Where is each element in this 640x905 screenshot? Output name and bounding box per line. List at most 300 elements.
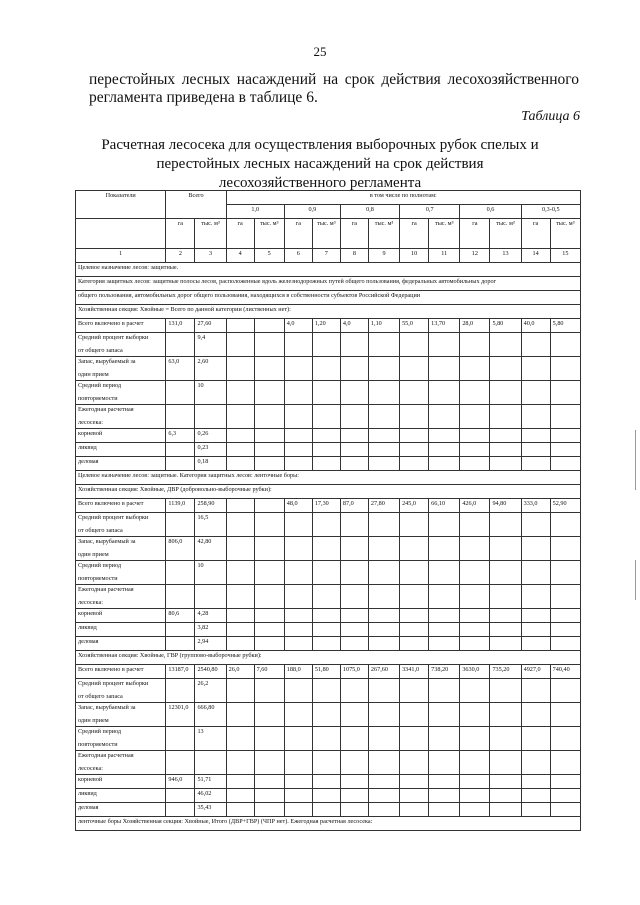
intro-line-2: регламента приведена в таблице 6. <box>89 89 318 106</box>
table-cell <box>521 457 550 471</box>
row-label <box>76 637 166 651</box>
table-cell <box>521 637 550 651</box>
table-cell <box>429 727 460 751</box>
row-label <box>76 333 166 357</box>
table-cell <box>340 429 368 443</box>
table-cell <box>226 381 254 405</box>
closing-row <box>76 817 581 831</box>
row-label-line-2: повторяемости <box>78 574 118 582</box>
table-cell: 17,30 <box>312 499 340 513</box>
table-cell: 12301,0 <box>166 703 195 727</box>
table-cell <box>166 623 195 637</box>
table-cell <box>254 443 284 457</box>
section2-purpose-row-text: Целевое назначение лесов: защитные. Категория защитных лесов: ленточные боры: <box>76 471 581 485</box>
row-label <box>76 665 166 679</box>
table-cell <box>490 637 521 651</box>
column-number: 4 <box>226 249 254 263</box>
table-cell: 7,60 <box>254 665 284 679</box>
table-cell <box>368 803 399 817</box>
table-cell <box>368 609 399 623</box>
table-cell <box>284 679 312 703</box>
table-cell <box>340 637 368 651</box>
table-cell <box>340 703 368 727</box>
table-cell <box>312 443 340 457</box>
row-label-line-1: Средний процент выборки <box>78 680 149 687</box>
row-label <box>76 381 166 405</box>
table-cell: 2540,80 <box>195 665 226 679</box>
section1-category-row-text: Категория защитных лесов: защитные полосы лесов, расположенные вдоль железнодорожных путей общего пользования, федеральных автомобильных дорог <box>76 277 581 291</box>
table-cell <box>550 537 580 561</box>
table-cell <box>284 333 312 357</box>
table-cell <box>490 751 521 775</box>
table-cell <box>490 381 521 405</box>
table-cell: 16,5 <box>195 513 226 537</box>
table-cell <box>254 405 284 429</box>
table-row <box>76 499 581 513</box>
table-cell <box>226 775 254 789</box>
table-cell <box>312 727 340 751</box>
table-cell <box>312 381 340 405</box>
table-cell <box>368 775 399 789</box>
table-row <box>76 333 581 357</box>
row-label-line-1: Ежегодная расчетная <box>78 406 134 413</box>
table-cell <box>490 803 521 817</box>
table-cell <box>226 457 254 471</box>
table-cell <box>490 727 521 751</box>
table-cell <box>166 585 195 609</box>
table-cell: 188,0 <box>284 665 312 679</box>
table-row <box>76 429 581 443</box>
table-cell <box>400 789 429 803</box>
table-cell <box>254 679 284 703</box>
table-cell <box>429 585 460 609</box>
density-3: 0,8 <box>340 205 399 219</box>
row-label <box>76 405 166 429</box>
table-cell <box>550 357 580 381</box>
density-5: 0,6 <box>460 205 521 219</box>
table-cell <box>166 513 195 537</box>
table-cell <box>521 623 550 637</box>
table-cell <box>550 513 580 537</box>
table-cell: 10 <box>195 381 226 405</box>
table-cell <box>400 803 429 817</box>
table-cell: 740,40 <box>550 665 580 679</box>
table-cell <box>312 775 340 789</box>
row-label <box>76 429 166 443</box>
table-cell <box>340 775 368 789</box>
table-cell <box>550 637 580 651</box>
table-cell <box>254 585 284 609</box>
table-cell: 426,0 <box>460 499 490 513</box>
table-cell: 738,20 <box>429 665 460 679</box>
table-caption: Таблица 6 <box>521 109 580 124</box>
row-label-line-2: от общего запаса <box>78 346 123 354</box>
table-cell <box>429 623 460 637</box>
table-cell <box>340 585 368 609</box>
table-row <box>76 513 581 537</box>
table-cell <box>312 537 340 561</box>
table-cell <box>226 609 254 623</box>
table-cell: 10 <box>195 561 226 585</box>
table-cell <box>226 429 254 443</box>
table-cell <box>400 637 429 651</box>
table-cell <box>460 727 490 751</box>
forest-cut-table <box>75 190 581 831</box>
column-number: 13 <box>490 249 521 263</box>
table-cell <box>521 405 550 429</box>
table-cell <box>460 513 490 537</box>
table-cell <box>368 751 399 775</box>
section2-economy-row-text: Хозяйственная секция: Хвойные, ДВР (добровольно-выборочные рубки): <box>76 485 581 499</box>
table-cell <box>460 429 490 443</box>
table-cell: 2,94 <box>195 637 226 651</box>
table-cell <box>460 637 490 651</box>
table-cell <box>340 357 368 381</box>
table-cell: 52,90 <box>550 499 580 513</box>
header-row-1 <box>76 191 581 205</box>
table-cell <box>368 405 399 429</box>
section1-category2-row-text: общего пользования, автомобильных дорог общего пользования, находящихся в собственности субъектов Российской Федерации <box>76 291 581 305</box>
table-cell <box>368 513 399 537</box>
table-cell: 13187,0 <box>166 665 195 679</box>
table-cell <box>312 637 340 651</box>
table-cell: 9,4 <box>195 333 226 357</box>
table-cell: 245,0 <box>400 499 429 513</box>
closing-row-text: ленточные боры Хозяйственная секция: Хвойные, Итого (ДВР+ГВР) (ЧПР нет). Ежегодная расчетная лесосека: <box>76 817 581 831</box>
unit-thous-m3: тыс. м³ <box>429 219 460 249</box>
row-label-line-2: повторяемости <box>78 394 118 402</box>
table-cell <box>550 333 580 357</box>
table-cell: 42,80 <box>195 537 226 561</box>
table-cell <box>254 609 284 623</box>
table-cell <box>400 727 429 751</box>
table-cell: 131,0 <box>166 319 195 333</box>
table-cell <box>340 443 368 457</box>
table-cell <box>226 499 254 513</box>
table-cell <box>550 703 580 727</box>
table-cell <box>490 789 521 803</box>
section1-economy-row <box>76 305 581 319</box>
row-label-line-1: Запас, вырубаемый за <box>78 358 136 365</box>
table-cell <box>226 405 254 429</box>
table-cell <box>368 381 399 405</box>
density-1: 1,0 <box>226 205 284 219</box>
column-number: 1 <box>76 249 166 263</box>
table-cell <box>429 443 460 457</box>
table-cell <box>429 405 460 429</box>
table-cell <box>460 443 490 457</box>
table-cell <box>312 513 340 537</box>
table-cell <box>368 357 399 381</box>
table-cell <box>460 703 490 727</box>
table-cell <box>254 381 284 405</box>
table-cell <box>550 803 580 817</box>
table-cell <box>550 585 580 609</box>
table-cell <box>312 789 340 803</box>
row-label <box>76 609 166 623</box>
table-cell: 666,80 <box>195 703 226 727</box>
table-cell <box>368 623 399 637</box>
table-cell <box>284 623 312 637</box>
table-cell <box>490 457 521 471</box>
table-cell <box>226 333 254 357</box>
table-cell <box>429 513 460 537</box>
table-cell <box>340 513 368 537</box>
table-cell <box>490 405 521 429</box>
table-cell <box>521 775 550 789</box>
table-cell <box>490 623 521 637</box>
table-row <box>76 665 581 679</box>
table-cell <box>312 623 340 637</box>
row-label-line-1: Средний период <box>78 562 122 569</box>
table-cell <box>521 357 550 381</box>
table-cell: 1139,0 <box>166 499 195 513</box>
row-label <box>76 457 166 471</box>
table-row <box>76 357 581 381</box>
table-cell <box>195 585 226 609</box>
table-row <box>76 319 581 333</box>
table-cell <box>284 443 312 457</box>
row-label-line-2: повторяемости <box>78 740 118 748</box>
table-cell: 4,0 <box>284 319 312 333</box>
table-cell <box>400 443 429 457</box>
scan-edge-mark <box>635 430 636 490</box>
title-line-3: лесохозяйственного регламента <box>218 175 422 191</box>
table-cell <box>400 537 429 561</box>
section1-economy-row-text: Хозяйственная секция: Хвойные = Всего по данной категории (лиственных нет): <box>76 305 581 319</box>
scan-edge-mark <box>635 560 636 600</box>
row-label <box>76 775 166 789</box>
row-label-line-1: Ежегодная расчетная <box>78 752 134 759</box>
table-cell <box>312 561 340 585</box>
table-cell <box>490 775 521 789</box>
table-cell: 2,60 <box>195 357 226 381</box>
table-row <box>76 703 581 727</box>
section1-category2-row <box>76 291 581 305</box>
table-cell <box>368 561 399 585</box>
header-indicators: Показатели <box>76 191 166 219</box>
table-cell <box>166 405 195 429</box>
table-cell <box>490 703 521 727</box>
table-cell: 258,90 <box>195 499 226 513</box>
title-line-2: перестойных лесных насаждений на срок действия <box>156 156 484 172</box>
table-cell: 3341,0 <box>400 665 429 679</box>
row-label-line-1: Запас, вырубаемый за <box>78 704 136 711</box>
section2-economy-row <box>76 485 581 499</box>
row-label-line-2: лесосека: <box>78 764 103 772</box>
table-cell <box>254 703 284 727</box>
table-cell <box>254 429 284 443</box>
table-cell: 6,3 <box>166 429 195 443</box>
table-cell: 55,0 <box>400 319 429 333</box>
table-row <box>76 405 581 429</box>
table-cell: 4,28 <box>195 609 226 623</box>
table-cell <box>254 319 284 333</box>
section1-purpose-row-text: Целевое назначение лесов: защитные. <box>76 263 581 277</box>
row-label-line-1: ликвид <box>78 624 97 631</box>
table-cell <box>400 357 429 381</box>
table-cell <box>429 561 460 585</box>
table-row <box>76 381 581 405</box>
table-cell <box>490 513 521 537</box>
table-cell <box>340 679 368 703</box>
density-2: 0,9 <box>284 205 340 219</box>
table-cell <box>550 751 580 775</box>
table-cell <box>254 513 284 537</box>
unit-thous-m3: тыс. м³ <box>490 219 521 249</box>
table-cell: 4927,0 <box>521 665 550 679</box>
unit-thous-m3: тыс. м³ <box>368 219 399 249</box>
table-row <box>76 775 581 789</box>
table-cell <box>340 623 368 637</box>
table-cell: 27,60 <box>195 319 226 333</box>
table-cell <box>368 457 399 471</box>
row-label <box>76 727 166 751</box>
table-cell: 87,0 <box>340 499 368 513</box>
column-number: 3 <box>195 249 226 263</box>
column-number: 10 <box>400 249 429 263</box>
intro-line-1: перестойных лесных насаждений на срок действия лесохозяйственного <box>89 71 579 88</box>
table-cell <box>490 443 521 457</box>
table-cell <box>284 513 312 537</box>
unit-ga: га <box>521 219 550 249</box>
section1-category-row <box>76 277 581 291</box>
section3-economy-row <box>76 651 581 665</box>
table-cell <box>166 679 195 703</box>
row-label <box>76 561 166 585</box>
table-cell <box>254 499 284 513</box>
row-label-line-2: от общего запаса <box>78 526 123 534</box>
table-cell: 48,0 <box>284 499 312 513</box>
table-cell: 333,0 <box>521 499 550 513</box>
row-label-line-1: деловая <box>78 458 99 465</box>
table-cell <box>460 357 490 381</box>
table-cell: 0,23 <box>195 443 226 457</box>
table-cell <box>226 803 254 817</box>
table-cell <box>254 357 284 381</box>
table-cell <box>400 333 429 357</box>
row-label-line-1: деловая <box>78 638 99 645</box>
table-cell <box>460 775 490 789</box>
table-cell <box>284 775 312 789</box>
table-row <box>76 803 581 817</box>
table-cell <box>312 751 340 775</box>
table-cell <box>521 703 550 727</box>
table-cell <box>521 803 550 817</box>
unit-thous-m3: тыс. м³ <box>312 219 340 249</box>
row-label <box>76 751 166 775</box>
table-cell <box>284 457 312 471</box>
table-cell: 63,0 <box>166 357 195 381</box>
table-cell <box>550 561 580 585</box>
section1-purpose-row <box>76 263 581 277</box>
table-cell <box>521 561 550 585</box>
table-cell <box>226 727 254 751</box>
table-cell <box>368 637 399 651</box>
row-label-line-1: ликвид <box>78 790 97 797</box>
table-cell <box>368 443 399 457</box>
table-cell <box>312 679 340 703</box>
unit-thous-m3: тыс. м³ <box>195 219 226 249</box>
row-label <box>76 537 166 561</box>
unit-ga: га <box>460 219 490 249</box>
row-label <box>76 319 166 333</box>
table-cell: 5,80 <box>490 319 521 333</box>
table-cell: 5,80 <box>550 319 580 333</box>
table-cell <box>284 751 312 775</box>
table-cell <box>460 405 490 429</box>
table-cell: 946,0 <box>166 775 195 789</box>
table-cell <box>521 727 550 751</box>
table-cell <box>429 333 460 357</box>
table-cell <box>550 381 580 405</box>
table-cell: 66,10 <box>429 499 460 513</box>
row-label <box>76 703 166 727</box>
table-cell <box>460 585 490 609</box>
table-cell <box>368 429 399 443</box>
column-number: 14 <box>521 249 550 263</box>
table-cell <box>368 585 399 609</box>
table-cell <box>284 561 312 585</box>
header-incl: в том числе по полнотам: <box>226 191 580 205</box>
row-label <box>76 357 166 381</box>
table-cell <box>284 429 312 443</box>
table-cell <box>550 789 580 803</box>
table-cell: 1,20 <box>312 319 340 333</box>
unit-ga: га <box>400 219 429 249</box>
table-cell <box>490 561 521 585</box>
column-number: 2 <box>166 249 195 263</box>
column-number: 8 <box>340 249 368 263</box>
column-number: 11 <box>429 249 460 263</box>
table-cell <box>429 803 460 817</box>
row-label <box>76 623 166 637</box>
row-label <box>76 513 166 537</box>
table-cell <box>429 751 460 775</box>
table-cell <box>368 703 399 727</box>
table-cell <box>284 585 312 609</box>
table-cell <box>429 703 460 727</box>
row-label-line-1: ликвид <box>78 444 97 451</box>
table-cell <box>340 537 368 561</box>
table-cell <box>340 803 368 817</box>
table-cell <box>490 679 521 703</box>
header-total: Всего <box>166 191 226 219</box>
table-cell <box>166 751 195 775</box>
row-label <box>76 443 166 457</box>
row-label <box>76 499 166 513</box>
header-units-row <box>76 219 581 249</box>
row-label-line-1: Всего включено в расчет <box>78 666 144 673</box>
table-cell <box>521 333 550 357</box>
table-cell <box>226 585 254 609</box>
table-cell: 26,0 <box>226 665 254 679</box>
unit-ga: га <box>166 219 195 249</box>
table-cell <box>340 789 368 803</box>
row-label-line-2: один прием <box>78 370 109 378</box>
table-cell <box>254 789 284 803</box>
table-cell: 0,26 <box>195 429 226 443</box>
title-line-1: Расчетная лесосека для осуществления выборочных рубок спелых и <box>101 137 539 153</box>
table-cell <box>460 789 490 803</box>
table-cell <box>368 333 399 357</box>
table-cell <box>400 775 429 789</box>
table-cell <box>550 609 580 623</box>
table-cell <box>254 637 284 651</box>
table-cell <box>226 319 254 333</box>
table-row <box>76 727 581 751</box>
table-cell <box>400 561 429 585</box>
